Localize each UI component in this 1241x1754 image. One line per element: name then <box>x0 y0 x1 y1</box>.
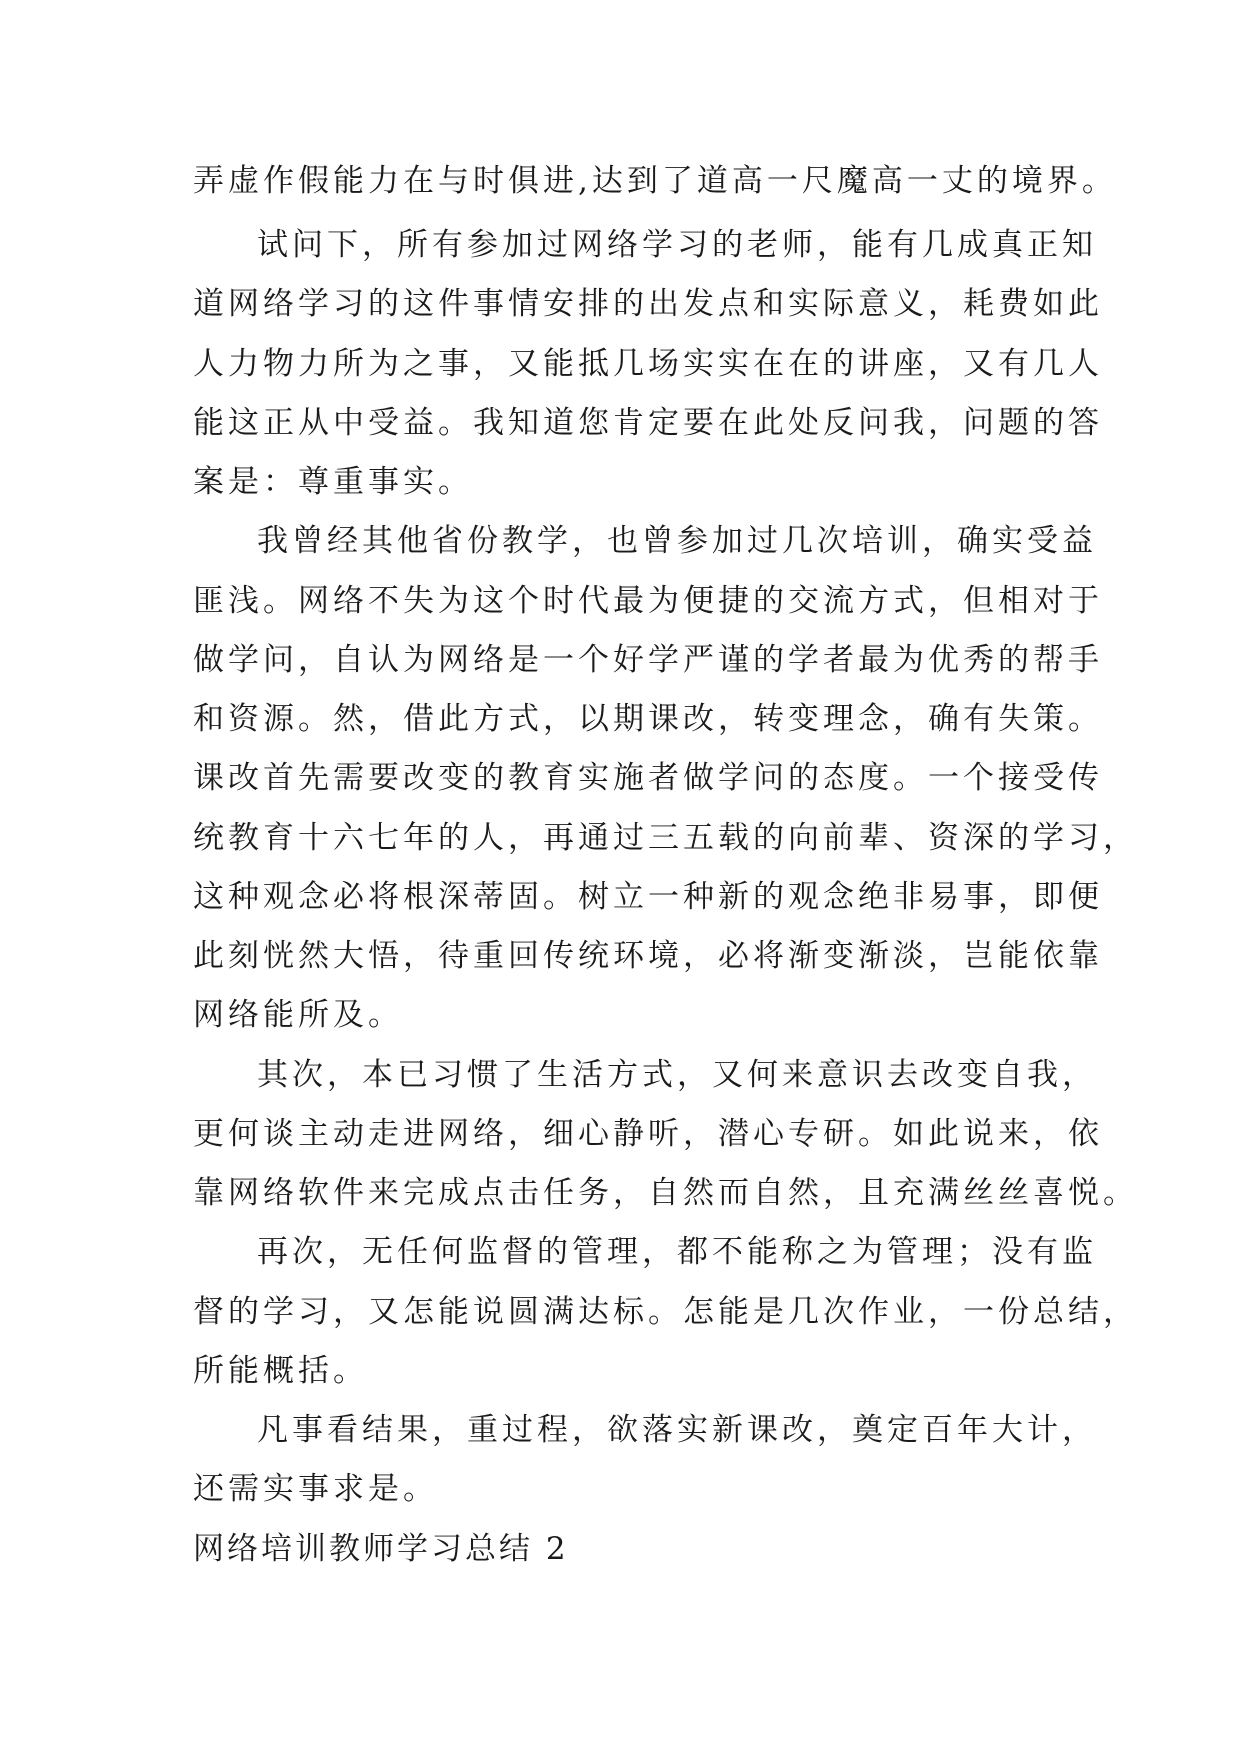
text-line: 弄虚作假能力在与时俱进,达到了道高一尺魔高一丈的境界。 <box>193 163 1117 199</box>
text-line: 所能概括。 <box>193 1353 368 1389</box>
text-line: 案是：尊重事实。 <box>193 464 473 500</box>
text-line: 道网络学习的这件事情安排的出发点和实际意义，耗费如此 <box>193 286 1103 322</box>
text-line: 这种观念必将根深蒂固。树立一种新的观念绝非易事，即便 <box>193 879 1103 915</box>
paragraph-first-line: 我曾经其他省份教学，也曾参加过几次培训，确实受益 <box>257 523 1097 559</box>
text-line: 匪浅。网络不失为这个时代最为便捷的交流方式，但相对于 <box>193 583 1103 619</box>
text-line: 更何谈主动走进网络，细心静听，潜心专研。如此说来，依 <box>193 1116 1103 1152</box>
paragraph-first-line: 试问下，所有参加过网络学习的老师，能有几成真正知 <box>257 227 1097 263</box>
text-line: 网络能所及。 <box>193 997 403 1033</box>
text-line: 靠网络软件来完成点击任务，自然而自然，且充满丝丝喜悦。 <box>193 1175 1138 1211</box>
section-heading: 网络培训教师学习总结 2 <box>193 1531 569 1567</box>
text-line: 此刻恍然大悟，待重回传统环境，必将渐变渐淡，岂能依靠 <box>193 938 1103 974</box>
text-line: 做学问，自认为网络是一个好学严谨的学者最为优秀的帮手 <box>193 642 1103 678</box>
text-line: 还需实事求是。 <box>193 1471 438 1507</box>
paragraph-first-line: 其次，本已习惯了生活方式，又何来意识去改变自我， <box>257 1057 1097 1093</box>
paragraph-first-line: 凡事看结果，重过程，欲落实新课改，奠定百年大计， <box>257 1412 1097 1448</box>
text-line: 和资源。然，借此方式，以期课改，转变理念，确有失策。 <box>193 701 1103 737</box>
text-line: 统教育十六七年的人，再通过三五载的向前辈、资深的学习， <box>193 820 1138 856</box>
text-line: 督的学习，又怎能说圆满达标。怎能是几次作业，一份总结， <box>193 1294 1138 1330</box>
paragraph-first-line: 再次，无任何监督的管理，都不能称之为管理；没有监 <box>257 1234 1097 1270</box>
text-line: 人力物力所为之事，又能抵几场实实在在的讲座，又有几人 <box>193 346 1103 382</box>
text-line: 能这正从中受益。我知道您肯定要在此处反问我，问题的答 <box>193 405 1103 441</box>
text-line: 课改首先需要改变的教育实施者做学问的态度。一个接受传 <box>193 760 1103 796</box>
